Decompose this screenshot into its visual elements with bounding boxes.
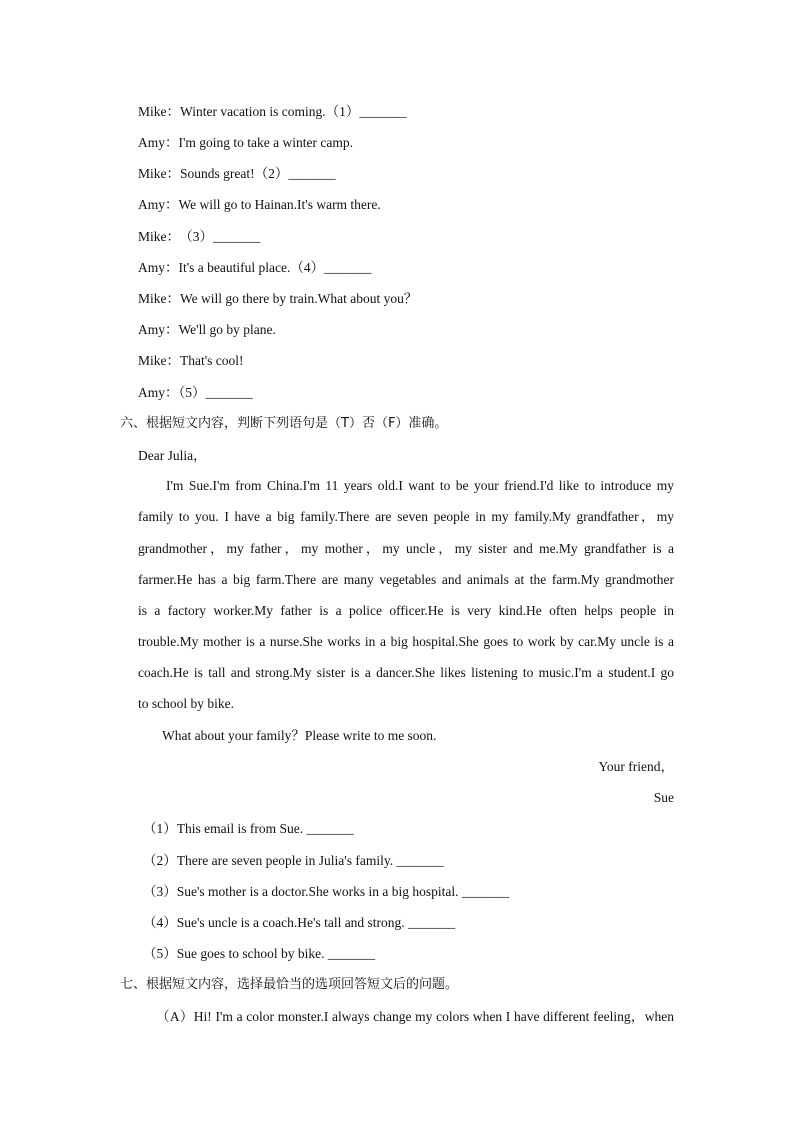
section-heading: 六、根据短文内容，判断下列语句是（T）否（F）准确。 [120, 416, 448, 431]
dialogue-line: Mike： （3）_______ [138, 229, 261, 244]
letter-line: trouble.My mother is a nurse.She works in a big hospital.She goes to work by car.My uncle is a [138, 634, 674, 649]
letter-sign-off: Your friend， [598, 759, 674, 774]
question-item: （1）This email is from Sue. _______ [143, 821, 354, 836]
letter-line: farmer.He has a big farm.There are many vegetables and animals at the farm.My grandmother [138, 572, 674, 587]
letter-line: coach.He is tall and strong.My sister is a dancer.She likes listening to music.I'm a student.I go [138, 665, 674, 680]
dialogue-line: Mike：We will go there by train.What about you？ [138, 291, 418, 306]
section-heading: 七、根据短文内容，选择最恰当的选项回答短文后的问题。 [120, 977, 459, 992]
letter-line: is a factory worker.My father is a police officer.He is very kind.He often helps people in [138, 603, 674, 618]
letter-signature: Sue [653, 790, 674, 805]
passage-line: （A）Hi! I'm a color monster.I always change my colors when I have different feeling，when [156, 1009, 674, 1024]
letter-line: grandmother，my father，my mother，my uncle，my sister and me.My grandfather is a [138, 541, 674, 556]
dialogue-line: Mike：That's cool! [138, 353, 244, 368]
question-item: （2）There are seven people in Julia's family. _______ [143, 853, 444, 868]
question-item: （3）Sue's mother is a doctor.She works in a big hospital. _______ [143, 884, 510, 899]
dialogue-line: Amy：（5）_______ [138, 385, 253, 400]
dialogue-line: Amy：We'll go by plane. [138, 322, 276, 337]
dialogue-line: Mike：Winter vacation is coming.（1）_______ [138, 104, 407, 119]
letter-line: to school by bike. [138, 696, 234, 711]
dialogue-line: Amy：We will go to Hainan.It's warm there. [138, 197, 381, 212]
dialogue-line: Amy：It's a beautiful place.（4）_______ [138, 260, 372, 275]
dialogue-line: Mike：Sounds great!（2）_______ [138, 166, 336, 181]
dialogue-line: Amy：I'm going to take a winter camp. [138, 135, 354, 150]
letter-greeting: Dear Julia， [138, 448, 207, 463]
question-item: （4）Sue's uncle is a coach.He's tall and strong. _______ [143, 915, 456, 930]
letter-line: family to you. I have a big family.There are seven people in my family.My grandfather，my [138, 509, 674, 524]
letter-closing: What about your family？Please write to me soon. [162, 728, 437, 743]
letter-line: I'm Sue.I'm from China.I'm 11 years old.I want to be your friend.I'd like to introduce my [166, 478, 674, 493]
question-item: （5）Sue goes to school by bike. _______ [143, 946, 376, 961]
